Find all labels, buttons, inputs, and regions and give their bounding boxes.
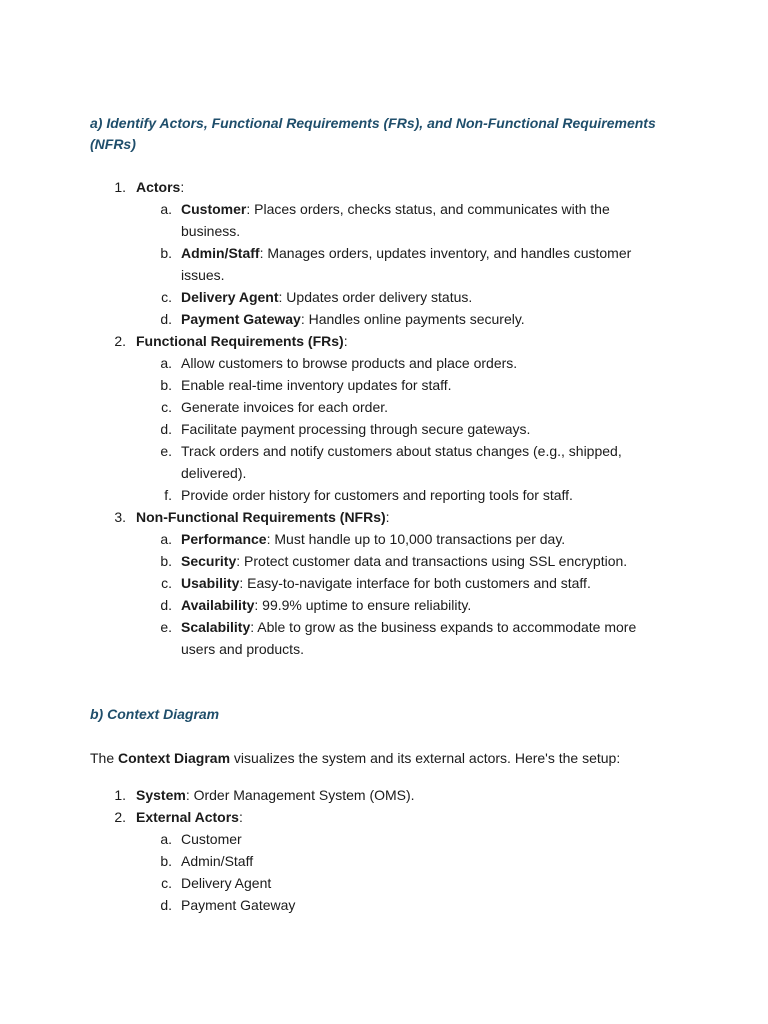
sub-list-item [136, 872, 672, 894]
sub-item-text: Admin/Staff [181, 853, 254, 869]
sub-item-text: : Easy-to-navigate interface for both customers and staff. [239, 575, 591, 591]
sub-list [136, 528, 672, 660]
sub-list-item [136, 308, 672, 330]
sub-item-letter: d. [160, 311, 172, 327]
sub-item-text: : Handles online payments securely. [300, 311, 525, 327]
sub-item-term: Delivery Agent [181, 289, 279, 305]
list-item-number: 1. [114, 787, 126, 803]
sub-item-letter: d. [160, 421, 172, 437]
list-item-suffix: : [385, 509, 390, 525]
sub-item-letter: a. [160, 201, 172, 217]
intro-prefix: The [90, 750, 119, 766]
list-item [112, 330, 672, 506]
sub-item-term: Scalability [181, 619, 251, 635]
list-item-title: Functional Requirements (FRs) [136, 333, 344, 349]
sub-list-item [136, 242, 672, 286]
sub-list-item [136, 572, 672, 594]
sub-list-item [136, 484, 672, 506]
sub-item-letter: a. [160, 355, 172, 371]
sub-item-letter: b. [160, 853, 172, 869]
sub-item-text: : Able to grow as the business expands to accommodate more users and products. [181, 619, 637, 657]
sub-list-item [136, 550, 672, 572]
list-item-suffix: : [238, 809, 243, 825]
sub-item-letter: c. [161, 575, 172, 591]
sub-item-letter: d. [160, 897, 172, 913]
list-item-number: 2. [114, 333, 126, 349]
sub-list [136, 352, 672, 506]
sub-item-text: Facilitate payment processing through secure gateways. [181, 421, 531, 437]
sub-item-text: Enable real-time inventory updates for staff. [181, 377, 452, 393]
sub-list-item [136, 198, 672, 242]
sub-list-item [136, 374, 672, 396]
sub-item-text: Track orders and notify customers about status changes (e.g., shipped, delivered). [181, 443, 622, 481]
sub-item-text: Customer [181, 831, 242, 847]
sub-list-item [136, 528, 672, 550]
sub-item-text: Generate invoices for each order. [181, 399, 389, 415]
sub-item-letter: a. [160, 831, 172, 847]
sub-item-letter: b. [160, 553, 172, 569]
sub-list [136, 828, 672, 916]
list-item-title: Actors [136, 179, 181, 195]
sub-item-text: : Manages orders, updates inventory, and handles customer issues. [181, 245, 632, 283]
sub-item-term: Payment Gateway [181, 311, 301, 327]
list-item-number: 1. [114, 179, 126, 195]
sub-item-letter: e. [160, 619, 172, 635]
sub-list-item [136, 418, 672, 440]
list-item [112, 506, 672, 660]
sub-item-text: Delivery Agent [181, 875, 272, 891]
section-a-heading: a) Identify Actors, Functional Requirements (FRs), and Non-Functional Requirements (NFRs) [90, 115, 656, 152]
sub-item-letter: c. [161, 399, 172, 415]
list-item [112, 806, 672, 916]
context-diagram-intro [90, 747, 690, 769]
sub-item-letter: b. [160, 245, 172, 261]
sub-item-text: Allow customers to browse products and place orders. [181, 355, 518, 371]
sub-item-text: : Must handle up to 10,000 transactions per day. [266, 531, 566, 547]
sub-item-text: : Protect customer data and transactions using SSL encryption. [236, 553, 628, 569]
sub-item-term: Performance [181, 531, 267, 547]
list-item-number: 3. [114, 509, 126, 525]
sub-item-term: Security [181, 553, 237, 569]
sub-list-item [136, 396, 672, 418]
list-item-number: 2. [114, 809, 126, 825]
sub-item-letter: f. [164, 487, 172, 503]
sub-item-text: Payment Gateway [181, 897, 296, 913]
sub-list-item [136, 850, 672, 872]
section-a-list [112, 176, 672, 660]
intro-suffix: visualizes the system and its external actors. Here's the setup: [230, 750, 621, 766]
sub-list-item [136, 286, 672, 308]
sub-list [136, 198, 672, 330]
sub-item-text: : 99.9% uptime to ensure reliability. [254, 597, 472, 613]
intro-bold-term: Context Diagram [118, 750, 231, 766]
list-item-title: System [136, 787, 186, 803]
sub-list-item [136, 594, 672, 616]
sub-item-text: : Updates order delivery status. [278, 289, 473, 305]
list-item-suffix: : [343, 333, 348, 349]
sub-item-term: Customer [181, 201, 247, 217]
list-item-suffix: : [180, 179, 185, 195]
sub-item-term: Admin/Staff [181, 245, 260, 261]
sub-list-item [136, 440, 672, 484]
sub-item-letter: c. [161, 875, 172, 891]
sub-list-item [136, 894, 672, 916]
sub-item-letter: b. [160, 377, 172, 393]
list-item [112, 176, 672, 330]
sub-item-text: : Places orders, checks status, and communicates with the business. [181, 201, 610, 239]
section-b-heading: b) Context Diagram [90, 706, 220, 722]
sub-list-item [136, 616, 672, 660]
list-item-title: External Actors [136, 809, 239, 825]
sub-item-letter: e. [160, 443, 172, 459]
sub-list-item [136, 828, 672, 850]
list-item-suffix: : Order Management System (OMS). [185, 787, 415, 803]
sub-item-text: Provide order history for customers and reporting tools for staff. [181, 487, 573, 503]
list-item [112, 784, 672, 806]
sub-list-item [136, 352, 672, 374]
sub-item-letter: d. [160, 597, 172, 613]
list-item-title: Non-Functional Requirements (NFRs) [136, 509, 386, 525]
section-b-list [112, 784, 672, 916]
sub-item-term: Availability [181, 597, 255, 613]
sub-item-letter: c. [161, 289, 172, 305]
sub-item-letter: a. [160, 531, 172, 547]
sub-item-term: Usability [181, 575, 240, 591]
